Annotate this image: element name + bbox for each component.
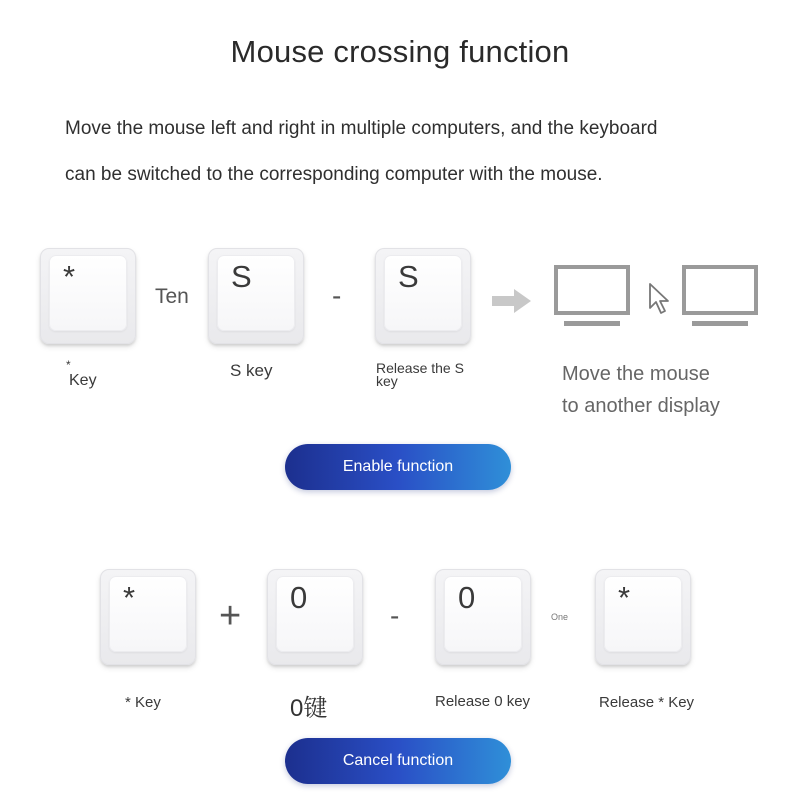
monitor-screen xyxy=(554,265,630,315)
keycap-face xyxy=(217,255,295,331)
s-key xyxy=(208,248,304,344)
page-title: Mouse crossing function xyxy=(230,34,570,69)
s-key-label: S key xyxy=(230,361,273,380)
key-glyph: * xyxy=(618,580,631,615)
key-glyph: 0 xyxy=(458,580,476,615)
key-glyph: * xyxy=(63,259,76,294)
keycap-face xyxy=(49,255,127,331)
move-mouse-text-line2: to another display xyxy=(562,395,720,417)
asterisk-key xyxy=(40,248,136,344)
asterisk-key-label: * Key xyxy=(125,694,161,711)
keycap-face xyxy=(604,576,682,652)
monitor-stand xyxy=(692,321,748,326)
monitor-screen xyxy=(682,265,758,315)
release-asterisk-label: Release * Key xyxy=(599,694,695,711)
release-zero-label: Release 0 key xyxy=(435,693,531,710)
asterisk-key-release xyxy=(595,569,691,665)
cancel-function-button[interactable]: Cancel function xyxy=(285,738,511,784)
keycap-face xyxy=(109,576,187,652)
key-glyph: * xyxy=(123,580,136,615)
key-glyph: 0 xyxy=(290,580,308,615)
monitor-stand xyxy=(564,321,620,326)
enable-function-button[interactable]: Enable function xyxy=(285,444,511,490)
operator-plus: + xyxy=(219,595,242,637)
operator-minus: - xyxy=(332,280,342,311)
keycap-face xyxy=(384,255,462,331)
s-key-release xyxy=(375,248,471,344)
operator-one: One xyxy=(551,612,569,622)
asterisk-key xyxy=(100,569,196,665)
operator-minus: - xyxy=(390,600,400,631)
arrow-right-icon xyxy=(492,288,532,314)
mouse-cursor-icon xyxy=(648,282,672,316)
move-mouse-text-line1: Move the mouse xyxy=(562,363,710,385)
release-s-label-line2: key xyxy=(376,373,398,389)
description-line-1: Move the mouse left and right in multiple computers, and the keyboard xyxy=(65,118,658,139)
asterisk-key-label: Key xyxy=(69,372,97,389)
zero-key xyxy=(267,569,363,665)
keycap-face xyxy=(276,576,354,652)
zero-key-release xyxy=(435,569,531,665)
release-s-label-line1: Release the S xyxy=(376,360,464,376)
monitor-icon xyxy=(554,265,630,327)
description-line-2: can be switched to the corresponding computer with the mouse. xyxy=(65,164,603,185)
asterisk-mark: * xyxy=(66,358,71,372)
key-glyph: S xyxy=(398,259,419,294)
zero-key-label: 0键 xyxy=(290,695,328,722)
monitor-icon xyxy=(682,265,758,327)
keycap-face xyxy=(444,576,522,652)
operator-ten: Ten xyxy=(155,285,189,308)
key-glyph: S xyxy=(231,259,252,294)
